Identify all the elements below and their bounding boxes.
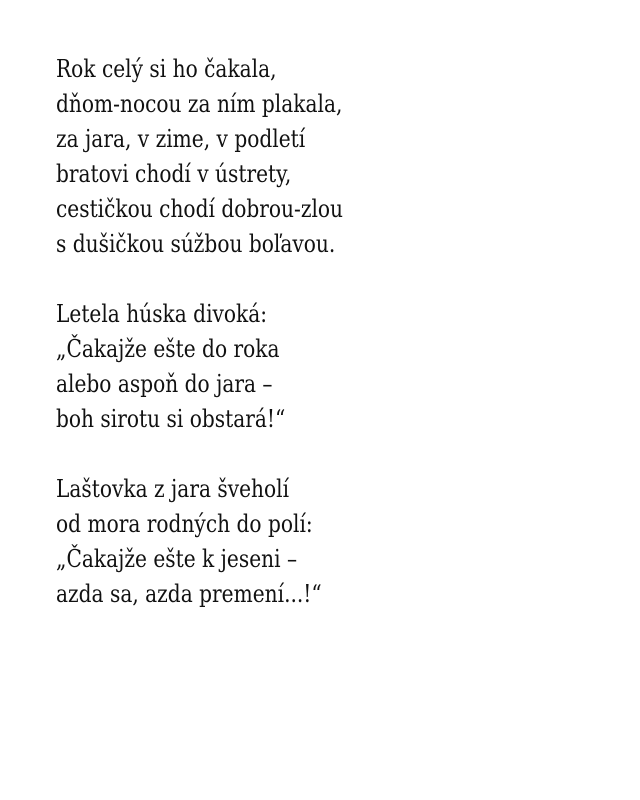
poem-line: od mora rodných do polí:: [56, 510, 313, 538]
poem-line: boh sirotu si obstará!“: [56, 405, 286, 433]
poem-line: „Čakajže ešte do roka: [56, 335, 280, 363]
poem-line: dňom-nocou za ním plakala,: [56, 90, 343, 118]
stanza-2: [56, 297, 526, 437]
poem-line: za jara, v zime, v podletí: [56, 125, 306, 153]
poem-line: s dušičkou súžbou boľavou.: [56, 230, 336, 258]
poem-line: Rok celý si ho čakala,: [56, 55, 277, 83]
poem-text: [56, 52, 526, 612]
poem-line: azda sa, azda premení...!“: [56, 580, 322, 608]
poem-line: Letela húska divoká:: [56, 300, 268, 328]
stanza-1: [56, 52, 526, 262]
poem-line: alebo aspoň do jara –: [56, 370, 273, 398]
poem-line: Laštovka z jara šveholí: [56, 475, 290, 503]
poem-line: „Čakajže ešte k jeseni –: [56, 545, 298, 573]
stanza-3: [56, 472, 526, 612]
poem-line: cestičkou chodí dobrou-zlou: [56, 195, 344, 223]
poem-line: bratovi chodí v ústrety,: [56, 160, 292, 188]
